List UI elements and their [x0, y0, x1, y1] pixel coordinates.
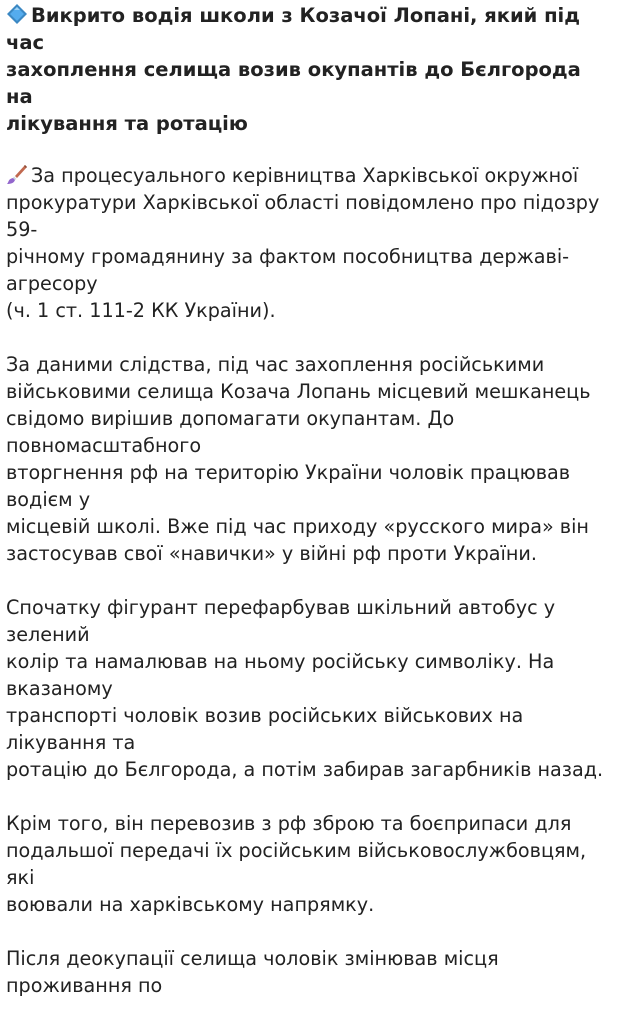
text-line-content: За процесуального керівництва Харківської окружної: [31, 164, 579, 187]
blue-diamond-icon: [6, 3, 28, 25]
paragraph-investigation: [6, 351, 614, 567]
paragraph-weapons: [6, 810, 614, 918]
text-line: вторгнення рф на територію України чоловік працював водієм у: [6, 461, 571, 511]
text-line: [6, 162, 614, 189]
text-line: подальшої передачі їх російським військовослужбовцям, які: [6, 839, 587, 889]
text-line: річному громадянину за фактом пособництва державі-агресору: [6, 245, 570, 295]
text-line: Спочатку фігурант перефарбував шкільний автобус у зелений: [6, 596, 556, 646]
text-line: застосував свої «навички» у війні рф проти України.: [6, 542, 537, 565]
text-line: Після деокупації селища чоловік змінював місця проживання по: [6, 947, 499, 997]
text-line: колір та намалював на ньому російську символіку. На вказаному: [6, 650, 555, 700]
text-line: військовими селища Козача Лопань місцевий мешканець: [6, 380, 591, 403]
text-line: прокуратури Харківської області повідомлено про підозру 59-: [6, 191, 600, 241]
text-line: ротацію до Бєлгорода, а потім забирав загарбників назад.: [6, 758, 604, 781]
message-post: [6, 2, 614, 1026]
headline-text: Викрито водія школи з Козачої Лопані, який під час: [6, 4, 580, 54]
text-line: (ч. 1 ст. 111-2 КК України).: [6, 299, 276, 322]
paragraph-deoccupation: [6, 945, 614, 999]
text-line: свідомо вирішив допомагати окупантам. До повномасштабного: [6, 407, 455, 457]
text-line: За даними слідства, під час захоплення російськими: [6, 353, 545, 376]
headline-line: [6, 2, 614, 56]
paintbrush-icon: [6, 163, 28, 185]
post-headline: [6, 2, 614, 137]
headline-line: захоплення селища возив окупантів до Бєлгорода на: [6, 58, 581, 108]
headline-line: лікування та ротацію: [6, 112, 248, 135]
paragraph-prosecution: [6, 162, 614, 324]
text-line: Крім того, він перевозив з рф зброю та боєприпаси для: [6, 812, 572, 835]
text-line: місцевій школі. Вже під час приходу «русского мира» він: [6, 515, 589, 538]
text-line: транспорті чоловік возив російських військових на лікування та: [6, 704, 524, 754]
text-line: воювали на харківському напрямку.: [6, 893, 375, 916]
paragraph-bus: [6, 594, 614, 783]
